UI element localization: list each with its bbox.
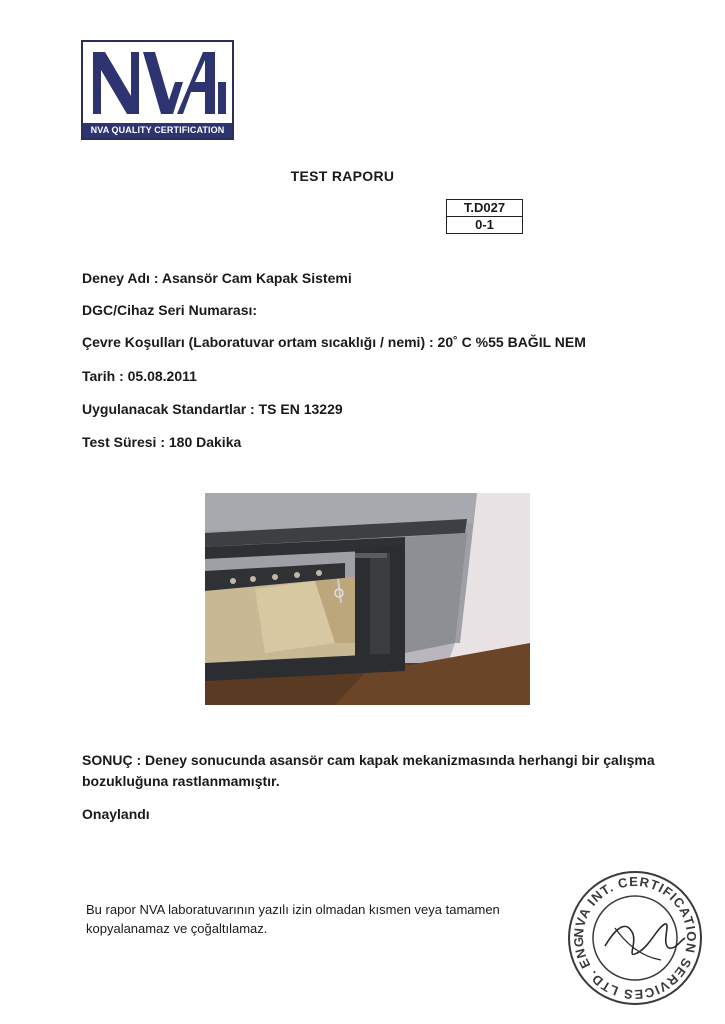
field-conditions: Çevre Koşulları (Laboratuvar ortam sıcaklığı / nemi) : 20˚ C %55 BAĞIL NEM [82,334,586,350]
field-standards: Uygulanacak Standartlar : TS EN 13229 [82,401,343,417]
report-revision: 0-1 [447,216,522,233]
field-serial: DGC/Cihaz Seri Numarası: [82,302,258,318]
test-photo [205,493,530,705]
field-test-name: Deney Adı : Asansör Cam Kapak Sistemi [82,270,352,286]
certification-seal [565,868,705,1008]
nva-logo-mark [83,42,232,123]
footer-notice: Bu rapor NVA laboratuvarının yazılı izin olmadan kısmen veya tamamen kopyalanamaz ve çoğaltılamaz. [86,902,500,936]
field-date: Tarih : 05.08.2011 [82,368,197,384]
approved-text: Onaylandı [82,806,150,822]
field-duration: Test Süresi : 180 Dakika [82,434,242,450]
seal-text: NVA INT. CERTIFICATION SERVICES LTD. ENG [570,873,700,1003]
report-title: TEST RAPORU [290,168,395,184]
report-code: T.D027 [463,200,506,215]
logo-band-text: NVA QUALITY CERTIFICATION [83,123,232,138]
report-code-box [446,199,523,234]
nva-logo [81,40,234,140]
result-text: SONUÇ : Deney sonucunda asansör cam kapak mekanizmasında herhangi bir çalışma bozukluğuna rastlanmamıştır. [82,752,655,789]
